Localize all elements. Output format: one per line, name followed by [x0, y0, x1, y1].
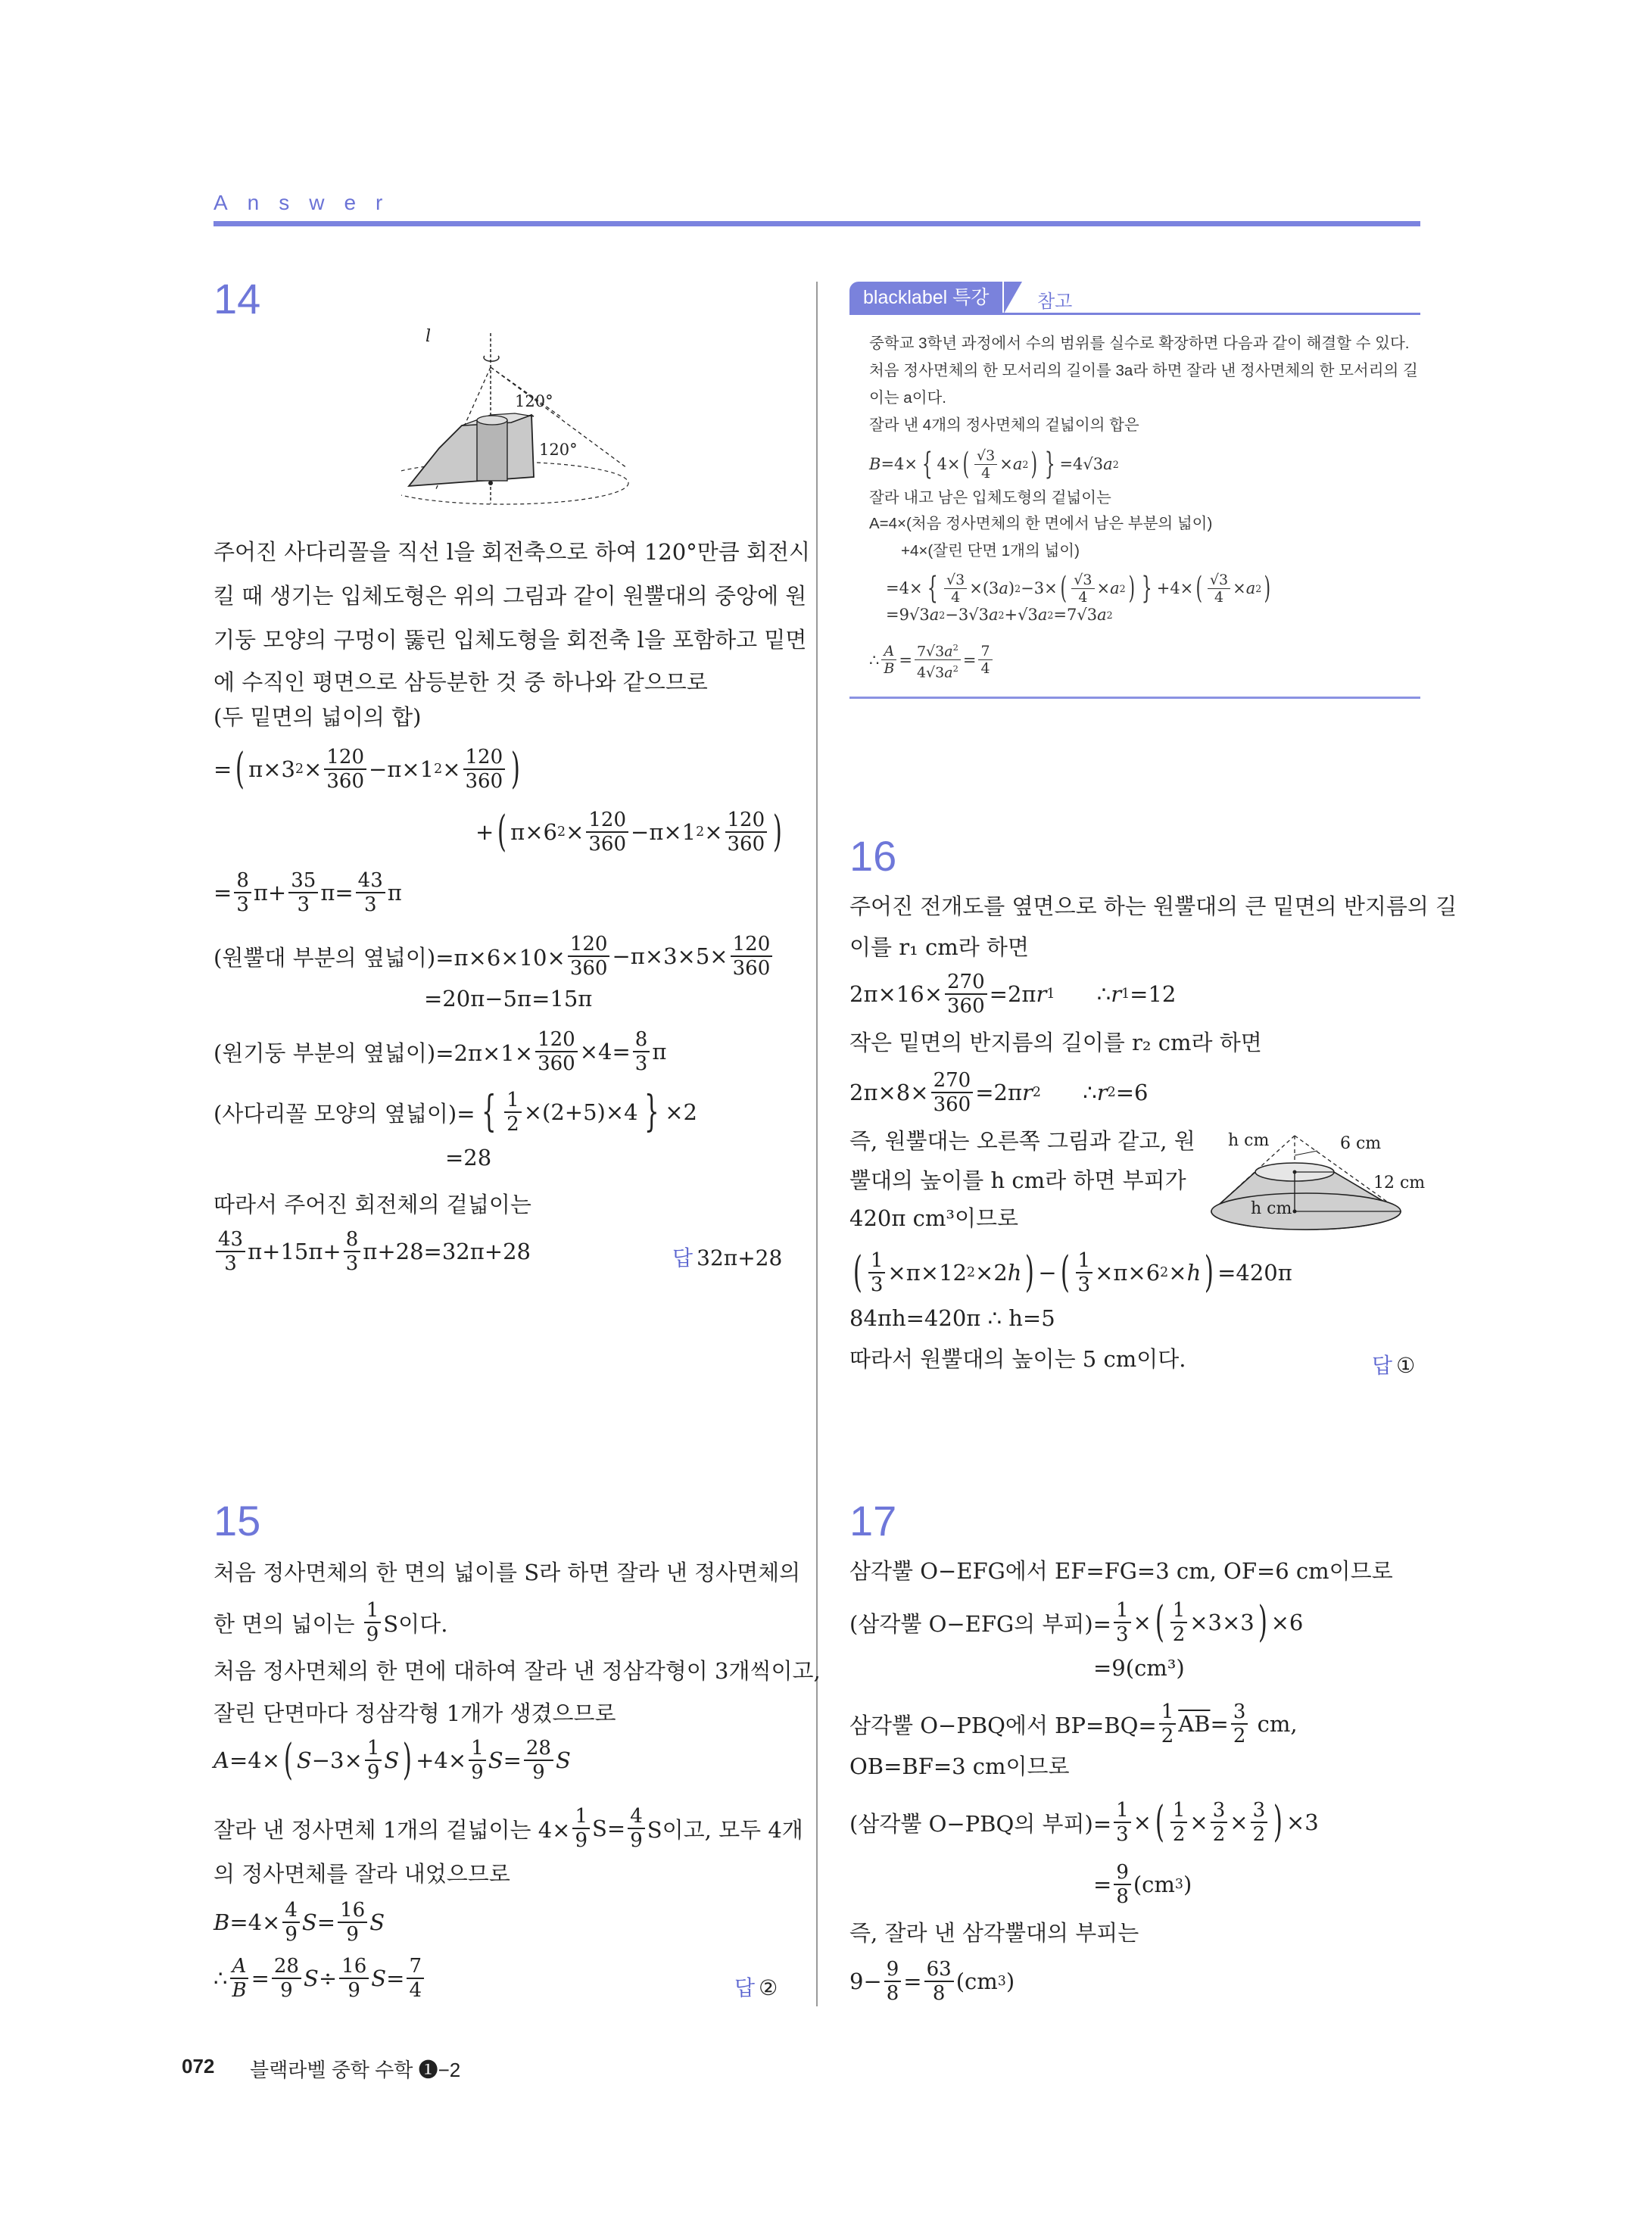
frustum-r-small: 6 cm	[1340, 1134, 1382, 1153]
p14-eq-7: (사다리꼴 모양의 옆넓이)= { 1 2 ×(2+5)×4 } ×2	[214, 1087, 697, 1136]
p16-text-1: 주어진 전개도를 옆면으로 하는 원뿔대의 큰 밑면의 반지름의 길	[849, 893, 1457, 919]
frustum-r-large: 12 cm	[1373, 1174, 1426, 1192]
column-divider	[816, 282, 818, 2006]
p16-answer: 답 ①	[1372, 1353, 1416, 1378]
frustum-h-label-1: h cm	[1228, 1131, 1270, 1150]
p14-eq-6: (원기둥 부분의 옆넓이)=2π×1× $\frac{120}{360}$ ×4= 8 3 π	[214, 1028, 667, 1075]
tab-cap	[1004, 282, 1022, 313]
p16-text-7: 84πh=420π ∴ h=5	[849, 1305, 1055, 1331]
tip-eq-ratio: ∴ A B = $7√3a^2$ $4√3a^2$ = 7 4	[869, 639, 995, 681]
tip-line-5: 잘라 내고 남은 입체도형의 겉넓이는	[869, 489, 1111, 507]
p15-text-2: 한 면의 넓이는 1 9 S이다.	[214, 1599, 448, 1646]
p17-eq-3: 삼각뿔 O−PBQ에서 BP=BQ= $\frac{1}{2}$ $\overline{AB}$ = 3 2 cm,	[849, 1700, 1298, 1747]
p17-eq-6: 9− 9 8 = 63 8 (cm 3 )	[849, 1958, 1015, 2005]
tip-line-6: A=4×(처음 정사면체의 한 면에서 남은 부분의 넓이)	[869, 515, 1213, 532]
p16-eq-r1: 2π×16× 270 360 =2π r 1 ∴ r 1 =12	[849, 971, 1177, 1018]
p14-text-2: 킬 때 생기는 입체도형은 위의 그림과 같이 원뿔대의 중앙에 원	[214, 583, 807, 609]
tab-rule	[849, 313, 1420, 315]
p14-eq-8: =28	[445, 1145, 492, 1170]
tip-eq-A1: =4× { √3 4 ×(3 a ) 2 −3× ( √3 4 × a 2 ) } +4× ( √3 4 × a 2 )	[886, 571, 1271, 606]
p14-eq-4: (원뿔대 부분의 옆넓이)=π×6×10× $\frac{120}{360}$ −π×3×5× $\frac{120}{360}$	[214, 933, 775, 980]
p16-eq-volume: ( 1 3 ×π×12 2 ×2 h ) − ( 1 3 ×π×6 2 × h ) =420π	[852, 1248, 1292, 1297]
p14-eq-2: + ( π×6 2 × 120 360 −π×1 2 × 120 360 )	[475, 807, 783, 856]
p17-text-1: 삼각뿔 O−EFG에서 EF=FG=3 cm, OF=6 cm이므로	[849, 1558, 1393, 1584]
p16-text-8: 따라서 원뿔대의 높이는 5 cm이다.	[849, 1346, 1186, 1372]
p16-text-3: 작은 밑면의 반지름의 길이를 r₂ cm라 하면	[849, 1030, 1262, 1055]
p14-text-5: (두 밑면의 넓이의 합)	[214, 704, 422, 730]
p16-eq-r2: 2π×8× 270 360 =2π r 2 ∴ r 2 =6	[849, 1069, 1149, 1116]
p14-eq-3: = 8 3 π+ 35 3 π= 43 3 π	[214, 869, 402, 916]
p17-eq-4: (삼각뿔 O−PBQ의 부피)= $\frac{1}{3}$ × ( 1 2 × 3 2 × 3 2 ) ×3	[849, 1797, 1319, 1847]
p15-text-3: 처음 정사면체의 한 면에 대하여 잘라 낸 정삼각형이 3개씩이고,	[214, 1658, 821, 1684]
tip-line-1: 중학교 3학년 과정에서 수의 범위를 실수로 확장하면 다음과 같이 해결할 수 있다.	[869, 335, 1410, 352]
p14-text-1: 주어진 사다리꼴을 직선 l을 회전축으로 하여 120°만큼 회전시	[214, 539, 810, 565]
p16-text-6: 420π cm³이므로	[849, 1205, 1019, 1231]
tip-end-rule	[849, 697, 1420, 699]
header-rule	[214, 221, 1420, 226]
p15-text-4: 잘린 단면마다 정삼각형 1개가 생겼으므로	[214, 1700, 616, 1726]
tip-line-3: 이는 a이다.	[869, 389, 947, 407]
p15-text-5: 잘라 낸 정사면체 1개의 겉넓이는 4× $\frac{1}{9}$ S= $\frac{4}{9}$ S이고, 모두 4개	[214, 1805, 803, 1852]
tip-line-2: 처음 정사면체의 한 모서리의 길이를 3a라 하면 잘라 낸 정사면체의 한 모서리의 길	[869, 362, 1418, 379]
page-number: 072	[182, 2055, 215, 2078]
p17-eq-5: = 9 8 (cm 3 )	[1093, 1861, 1192, 1908]
p14-conclusion: 따라서 주어진 회전체의 겉넓이는	[214, 1192, 531, 1217]
p16-text-5: 뿔대의 높이를 h cm라 하면 부피가	[849, 1167, 1186, 1193]
axis-label-l: l	[425, 327, 432, 346]
p17-text-3: 즉, 잘라 낸 삼각뿔대의 부피는	[849, 1920, 1139, 1946]
frustum-h-label-2: h cm	[1251, 1199, 1292, 1218]
problem-16-number: 16	[849, 832, 897, 880]
p15-text-6: 의 정사면체를 잘라 내었으므로	[214, 1861, 510, 1887]
rotation-solid-figure	[401, 333, 651, 507]
blacklabel-tab: blacklabel 특강	[849, 282, 1002, 313]
tip-line-4: 잘라 낸 4개의 정사면체의 겉넓이의 합은	[869, 416, 1139, 434]
p15-text-1: 처음 정사면체의 한 면의 넓이를 S라 하면 잘라 낸 정사면체의	[214, 1560, 801, 1585]
p14-eq-5: =20π−5π=15π	[424, 986, 593, 1012]
problem-14-number: 14	[214, 275, 261, 323]
p14-answer: 답 32π+28	[672, 1245, 783, 1270]
problem-17-number: 17	[849, 1497, 897, 1545]
p15-answer: 답 ②	[734, 1975, 778, 2000]
p14-text-4: 에 수직인 평면으로 삼등분한 것 중 하나와 같으므로	[214, 669, 708, 695]
p16-text-4: 즉, 원뿔대는 오른쪽 그림과 같고, 원	[849, 1128, 1195, 1154]
p17-eq-1: (삼각뿔 O−EFG의 부피)= $\frac{1}{3}$ × ( 1 2 ×3×3 ) ×6	[849, 1598, 1304, 1647]
tab-reference-label: 참고	[1037, 291, 1073, 312]
p17-text-2: OB=BF=3 cm이므로	[849, 1753, 1070, 1779]
p14-text-3: 기둥 모양의 구멍이 뚫린 입체도형을 회전축 l을 포함하고 밑면	[214, 627, 807, 653]
angle-label-2: 120°	[539, 441, 578, 459]
p15-eq-ratio: ∴ A B = 28 9 S ÷ 16 9 S = 7 4	[214, 1955, 426, 2002]
angle-label-1: 120°	[515, 392, 553, 410]
p15-eq-A: A =4× ( S −3× 1 9 S ) +4× 1 9 S = 28 9 S	[214, 1735, 571, 1785]
p14-eq-final: 43 3 π+15π+ 8 3 π+28=32π+28	[214, 1228, 531, 1275]
book-title: 블랙라벨 중학 수학 ❶−2	[250, 2059, 461, 2081]
tip-eq-B: B =4× { 4× ( √3 4 × a 2 ) } =4√3 a 2	[869, 447, 1119, 482]
section-header-answer: Answer	[214, 191, 403, 214]
p14-eq-1: = ( π×3 2 × 120 360 −π×1 2 × 120 360 )	[214, 744, 521, 793]
tip-line-7: +4×(잘린 단면 1개의 넓이)	[901, 542, 1080, 560]
p15-eq-B: B =4× 4 9 S = 16 9 S	[214, 1899, 385, 1946]
p17-eq-2: =9(cm³)	[1093, 1655, 1185, 1681]
tip-eq-A2: =9√3 a 2 −3√3 a 2 +√3 a 2 =7√3 a 2	[886, 606, 1113, 624]
p16-text-2: 이를 r₁ cm라 하면	[849, 934, 1029, 960]
problem-15-number: 15	[214, 1497, 261, 1545]
